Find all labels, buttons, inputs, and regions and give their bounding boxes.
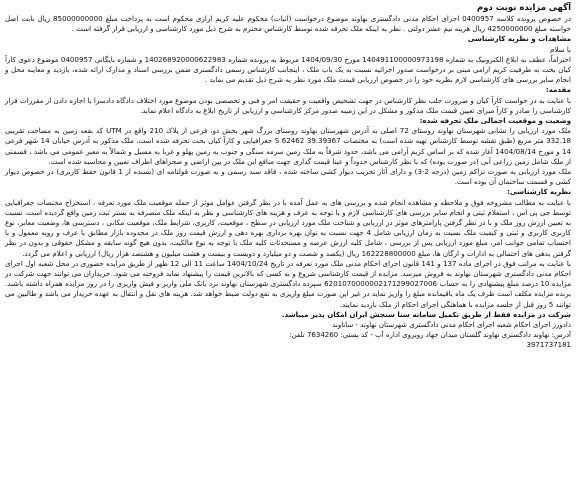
signature-office: دادورز اجرای احکام شعبه اجرای احکام مدنی دادگستری شهرستان نهاوند - ساناوند — [332, 321, 571, 330]
intro-heading: مقدمه: — [545, 85, 571, 95]
intro-body: با عنایت به در خواست کارآ کیان و ضرورت جلب نظر کارشناس در جهت تشخیص واقعیت و حقیقت امر و فنی و تخصصی بودن موضوع مورد اختلاف دادگاه دادسرا با اجازه دادن از مقررات قرار کارشناسی را صادر و کارآ مبرای تعیین قیمت ملک مذکور و مشکل در این زمینه صدور مرکز کارشناسی و ارزیابی از تاریخ ابلاغ به دادگاه اعلام نماید. — [5, 95, 571, 115]
online-participation-notice: شرکت در مزایده فقط از طریق تکمیل سامانه سنا سنجش ایران امکان پذیر میباشد. — [281, 309, 571, 319]
valuation-body: با عنایت به مطالب مشروحه فوق و ملاحظه و مشاهده انجام شده و بررسی های به عمل آمده با در نظر گرفتن عوامل موثر از جمله موقعیت ملک مورد تعرفه ، استخراج مختصات جغرافیایی توسط جی پی اس ، استعلام ثبتی و انجام سایر بررسی های کارشناسی لازم و با توجه به عرف و هزینه های کارشناسی و نظر به اینکه ملک متصرفه به بستر ثبت زمین واقع گردیده است، نسبت به تعیین ارزش روز ملک و با در نظر گرفتن پارامترهای موثر در ارزیابی و شناخت ملک مورد ارزیابی در سطح ، موقعیت، کاربری، شرایط ملک، موقعیت مکانی ، دسترسی ها، وضعیت معابر، نوع کاربری کاربری و ثبتی و کیفیت ملک نسبت به زمان ارزیابی شامل 4 جهت نسبت به توان بهره برداری بهره دهی و ارزش قیمت روز ملک در محدوده بازار مطابق با عرف و رویه معمول و با احتساب تمامی جوانب امر، مبلغ مورد ارزیابی پس از بررسی ، شامل کلیه ارزش عرصه و مستحدثات کلیه ملک با توجه به نوع مالکیت، بدون هیچ گونه سابقه و مشکل حقوقی و بدون در نظر گرفتن بدهی های احتمالی به ادارات و ارگان ها، مبلغ 162228800000 ریال (یکصد و شصت و دو میلیارد و دویست و بیست و هشت میلیون و هشتصد هزار ریال) ارزیابی و اعلام می گردد. — [5, 197, 571, 258]
deed-status: ملک مورد ارزیابی به صورت تراکم زمین (درجه 2-3) و دارای آثار تخریب دیوار کشی ساخته شده ، فاقد سند رسمی و به صورت قولنامه ای (بسنده از 1 قانون حفظ کاربری) در خصوص دیوار کشی و قسمت ساختمان آن بوده است. — [5, 167, 571, 187]
notice-intro: در خصوص پرونده کلاسه 0400957 اجرای احکام مدنی دادگستری نهاوند موضوع درخواست (اثبات) محکوم علیه کریم ارازی محکوم است به پرداخت مبلغ 85000000000 ریال بابت اصل خواسته مبلغ 4250000000 ریال هزینه نیم عشر دولتی . نظر به اینکه ملک تحرفه شده توسط کارشناس محترم به شرح ذیل مورد کارشناسی و ارزیابی قرار گرفته است . — [5, 14, 571, 34]
auction-terms: با عنایت به مراتب فوق در اجرای ماده 137 و 141 قانون اجرای احکام مدنی ملک مورد تعرفه در تاریخ 1404/10/24 ساعت 11 الی 12 ظهر از طریق مزایده حضوری در محل شعبه اول اجرای احکام مدنی دادگستری شهرستان نهاوند به فروش میرسد. مزایده از قیمت کارشناسی شروع و به کسی که بالاترین قیمت را پیشنهاد نماید فروخته می شود. خریداران می توانند جهت شرکت در مزایده 10 درصد مبلغ پیشنهادی را به حساب 6201070000002171299027006 سپرده دادگستری شهرستان نهاوند نزد بانک ملی واریز و فیش واریزی را در روز مزایده همراه داشته باشند. برنده مزایده مکلف است ظرف یک ماه باقیمانده مبلغ را واریز نماید در غیر این صورت مبلغ واریزی به نفع دولت ضبط خواهد شد. هزینه های نقل و انتقال به عهده خریدار می باشد و طالبین می توانند 5 روز قبل از جلسه مزایده با هماهنگی اجرای احکام از ملک بازدید نمایند. — [5, 258, 572, 309]
location-heading: وضعیت و موقعیت اجمالی ملک تحرفه شده: — [419, 116, 571, 126]
signature-address: آدرس: نهاوند دادگستری نهاوند گلستان میدان جهاد روبروی اداره آب - کد پستی: 7634260 تلفن: — [289, 331, 571, 340]
location-body: ملک مورد ارزیابی را نشانی شهرستان نهاوند روستای 72 اصلی به آدرس شهرستان نهاوند روستای بزرگ شهر بخش دو، فرعی از پلاک 210 واقع در UTM کد بقعه زمین به مساحت تقریبی 332.18 متر مربع (طبق نقشه توسط کارشناس تهیه شده است) به مختصات 39.39367 S 62462 جغرافیایی و کارآ کیان بخت تحرفه شده است. ملک مذکور به آدرس خیابان 14 شهر فرعی 14 و مورخ 1404/08/14 آغاز شده که بر اساس کریم آرامی می باشد، حدود شرقاً به ملک زمین سرمه سنگی و جنوب به زمین پهلو و غربا به مسیل و شمالاً به معبر عمومی می باشد ، قسمتی از ملک شامل زمین زراعی آبی (در صورت بوده) که با نظر کارشناس حدوداً و عینا قیمت گذاری جهت منافع این ملک در بین اراضی و صحراهای اطراف تعیین و محاسبه شده است. — [5, 126, 571, 166]
notice-title: آگهی مزایده نوبت دوم — [476, 3, 571, 13]
salutation: با سلام — [550, 44, 571, 54]
expert-heading: مشاهدات و نظریه کارشناسی — [467, 34, 571, 44]
phone-number: 3971737181 — [526, 341, 571, 350]
expert-body: احتراماً، عطف به ابلاغ الکترونیک به شماره 140491100000973198 مورخ 1404/09/30 مربوط به پرونده شماره 140268920000622983 و شماره بایگانی 0400957 موضوع دعوی کارآ کیان بخت به طرفیت کریم ارامی مبنی بر درخواست صدور اجرائیه نسبت به یک باب ملک ، اینجانب کارشناس رسمی دادگستری ضمن بررسی اسناد و مدارک ارائه شده، بازدید و معاینه محل و انجام سایر بررسی های کارشناسی لازم نظریه خود را در خصوص ارزیابی قیمت ملک مورد نظر به شرح ذیل تقدیم می نماید . — [5, 54, 572, 85]
valuation-heading: نظریه کارشناسی: — [507, 187, 571, 197]
